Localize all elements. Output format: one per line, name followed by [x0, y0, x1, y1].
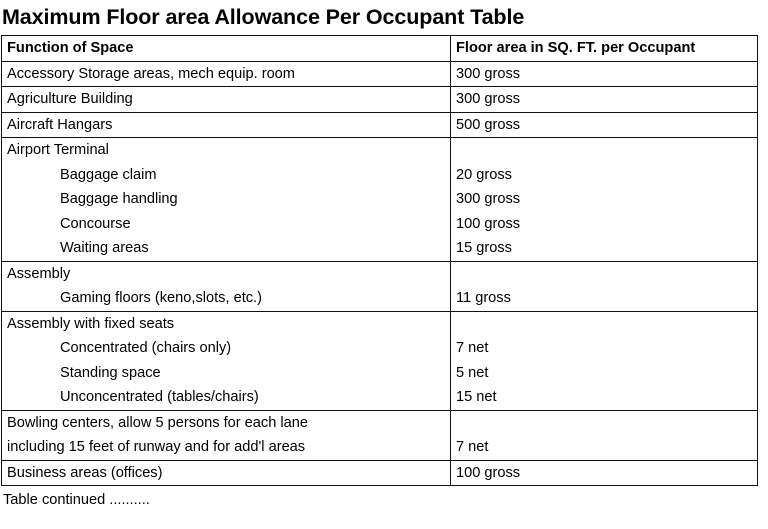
- cell-function: Aircraft Hangars: [2, 112, 451, 138]
- cell-function-group: [2, 311, 451, 410]
- group-item-value: 15 net: [456, 389, 497, 405]
- group-item-label: Gaming floors (keno,slots, etc.): [60, 290, 262, 306]
- group-heading-value: [456, 138, 757, 163]
- group-item-value: 300 gross: [456, 191, 521, 207]
- column-header-floor-area: Floor area in SQ. FT. per Occupant: [451, 36, 758, 62]
- cell-value-group: [451, 261, 758, 311]
- table-row: [2, 112, 758, 138]
- table-body: [2, 61, 758, 486]
- group-item-label: Concourse: [60, 215, 131, 232]
- floor-area-allowance-table: [1, 35, 758, 486]
- wrapped-line-1: Bowling centers, allow 5 persons for each lane: [7, 414, 308, 431]
- group-item-label: Unconcentrated (tables/chairs): [60, 389, 259, 405]
- cell-value-wrapped: [451, 410, 758, 460]
- group-item-value: 11 gross: [456, 290, 511, 306]
- cell-function: Accessory Storage areas, mech equip. room: [2, 61, 451, 87]
- cell-value: 500 gross: [451, 112, 758, 138]
- table-row-group-assembly: [2, 261, 758, 311]
- group-item-value: 20 gross: [456, 166, 512, 183]
- group-item-value: 7 net: [456, 340, 489, 356]
- cell-function-group: [2, 261, 451, 311]
- cell-value: 300 gross: [451, 87, 758, 113]
- group-heading: Airport Terminal: [7, 142, 109, 158]
- cell-value: 100 gross: [451, 460, 758, 486]
- group-item-label: Baggage handling: [60, 191, 178, 207]
- page-title: Maximum Floor area Allowance Per Occupant Table: [2, 5, 525, 29]
- cell-value: 300 gross: [451, 61, 758, 87]
- group-heading-value: [456, 312, 757, 337]
- group-item-label: Baggage claim: [60, 166, 157, 183]
- group-item-value: 100 gross: [456, 215, 521, 232]
- group-heading: Assembly: [7, 265, 71, 282]
- table-row-group-airport-terminal: [2, 138, 758, 262]
- group-item-label: Standing space: [60, 364, 161, 381]
- wrapped-value-2: 7 net: [456, 439, 489, 455]
- table-row: [2, 87, 758, 113]
- group-heading-value: [456, 262, 757, 287]
- table-row-bowling-centers: [2, 410, 758, 460]
- wrapped-line-2: including 15 feet of runway and for add'l areas: [7, 439, 306, 455]
- table-row: [2, 460, 758, 486]
- column-header-function-of-space: Function of Space: [2, 36, 451, 62]
- table-continued-note: Table continued ..........: [3, 492, 150, 508]
- wrapped-value-1: [456, 411, 757, 436]
- cell-function-group: [2, 138, 451, 262]
- group-item-value: 15 gross: [456, 240, 512, 256]
- group-item-label: Waiting areas: [60, 240, 149, 256]
- table-row-group-assembly-fixed-seats: [2, 311, 758, 410]
- cell-function-wrapped: [2, 410, 451, 460]
- cell-function: Agriculture Building: [2, 87, 451, 113]
- group-heading: Assembly with fixed seats: [7, 315, 175, 332]
- table-row: [2, 61, 758, 87]
- table-header-row: [2, 36, 758, 62]
- group-item-label: Concentrated (chairs only): [60, 340, 232, 356]
- group-item-value: 5 net: [456, 364, 489, 381]
- cell-value-group: [451, 311, 758, 410]
- cell-value-group: [451, 138, 758, 262]
- cell-function: Business areas (offices): [2, 460, 451, 486]
